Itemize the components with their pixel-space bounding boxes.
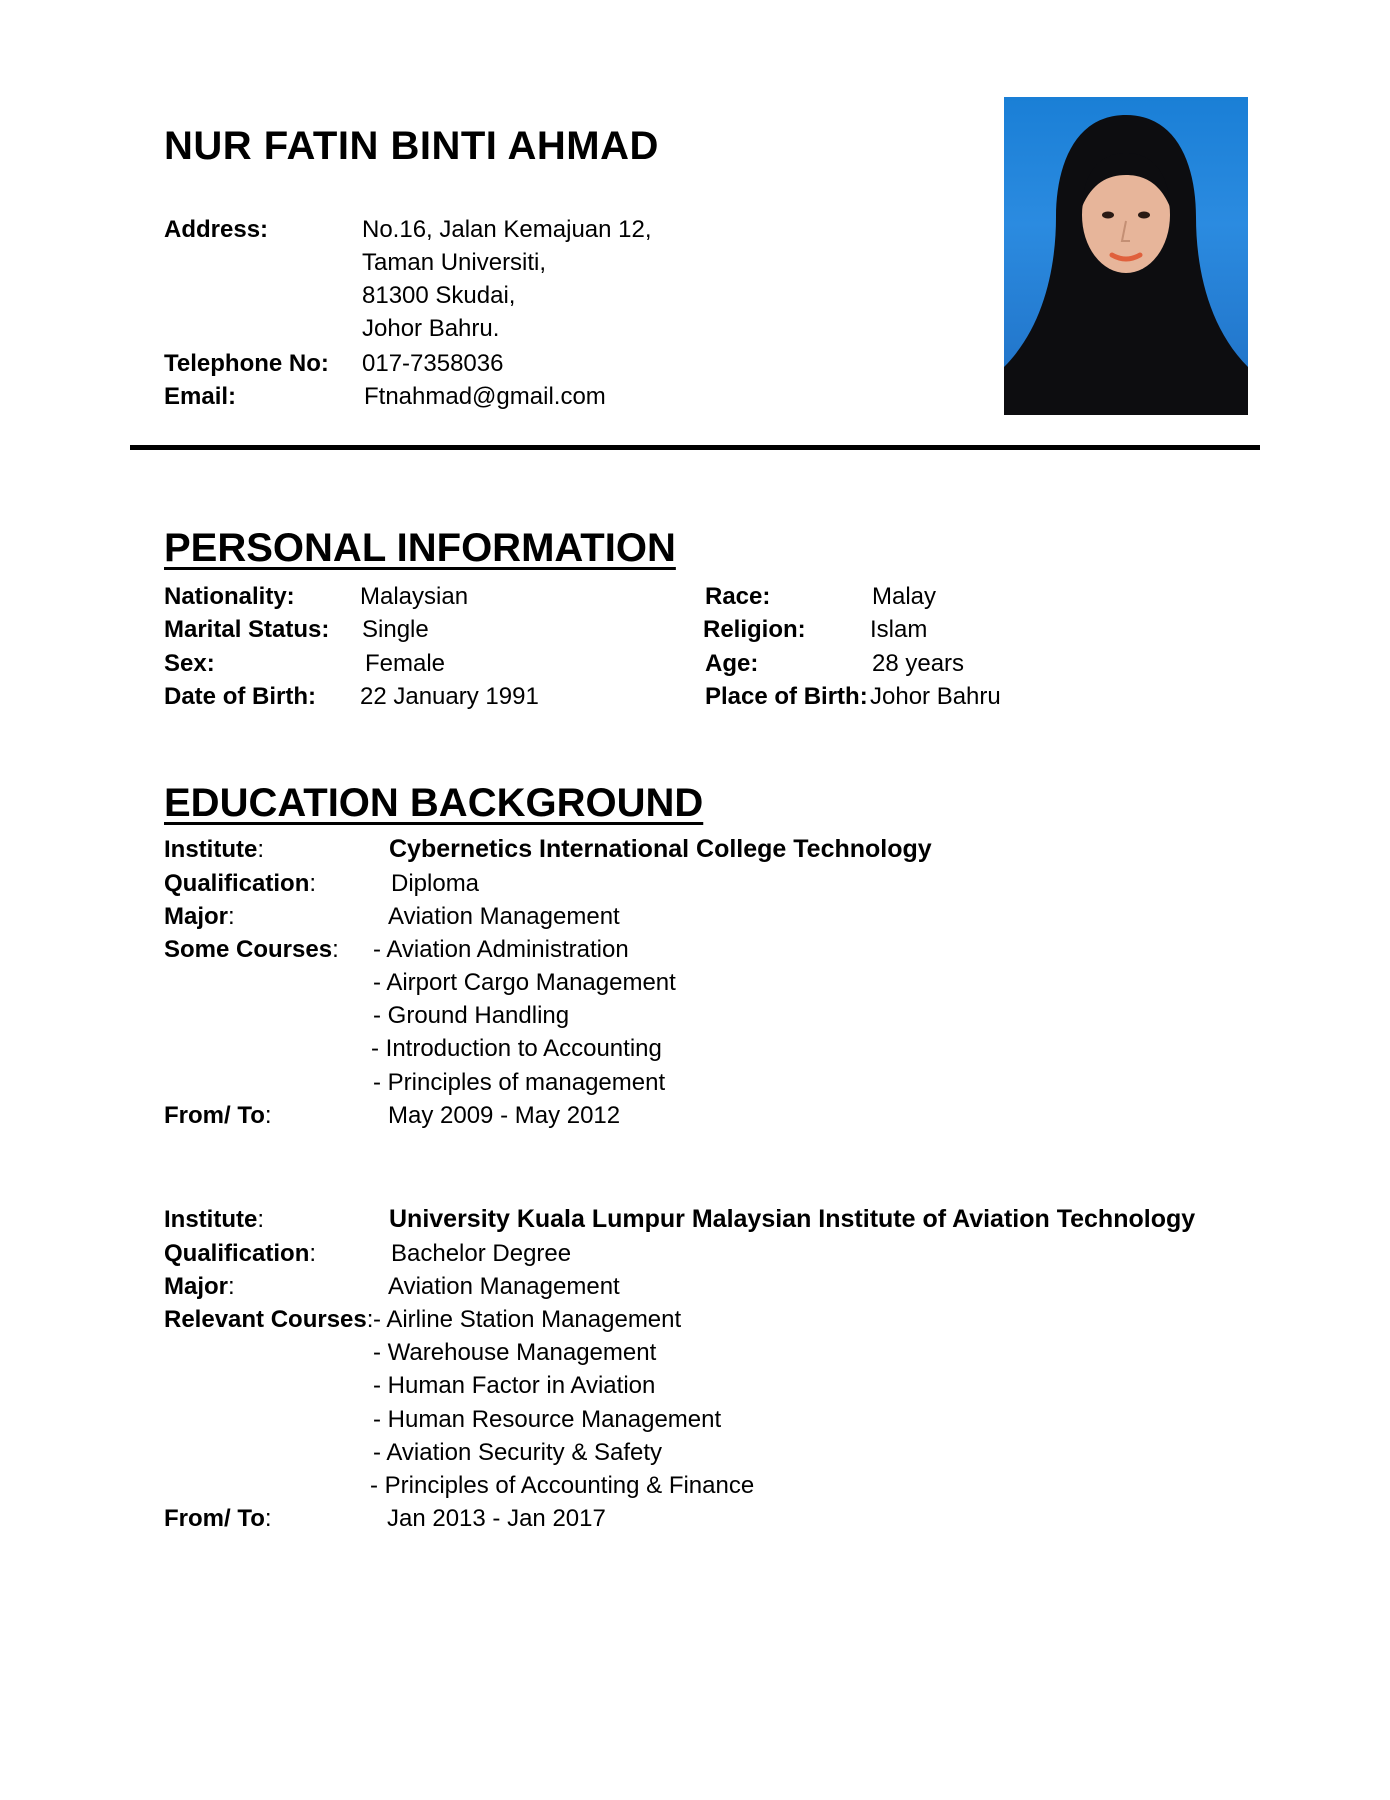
- course-item: - Aviation Security & Safety: [373, 1439, 663, 1466]
- institute-label: Institute:: [164, 836, 264, 863]
- portrait-image: [1004, 97, 1248, 415]
- institute-value: University Kuala Lumpur Malaysian Institute of Aviation Technology: [389, 1205, 1196, 1233]
- profile-photo: [1004, 97, 1248, 415]
- race-value: Malay: [872, 583, 937, 610]
- course-item: - Introduction to Accounting: [371, 1035, 662, 1062]
- education-title: EDUCATION BACKGROUND: [164, 781, 704, 825]
- age-label: Age:: [705, 650, 759, 677]
- institute-label: Institute:: [164, 1206, 264, 1233]
- email-label: Email:: [164, 383, 237, 410]
- address-line: 81300 Skudai,: [362, 282, 516, 309]
- major-label: Major:: [164, 1273, 235, 1300]
- address-line: Taman Universiti,: [362, 249, 547, 276]
- marital-status-value: Single: [362, 616, 429, 643]
- course-item: - Human Factor in Aviation: [373, 1372, 656, 1399]
- course-item: - Principles of management: [373, 1069, 666, 1096]
- course-item: - Warehouse Management: [373, 1339, 657, 1366]
- course-item: - Aviation Administration: [373, 936, 629, 963]
- major-label: Major:: [164, 903, 235, 930]
- courses-label: Relevant Courses:: [164, 1306, 374, 1333]
- course-item: - Ground Handling: [373, 1002, 570, 1029]
- course-item: - Airline Station Management: [373, 1306, 682, 1333]
- from-to-value: May 2009 - May 2012: [388, 1102, 621, 1129]
- dob-value: 22 January 1991: [360, 683, 539, 710]
- sex-label: Sex:: [164, 650, 215, 677]
- place-of-birth-label: Place of Birth:: [705, 683, 868, 710]
- sex-value: Female: [365, 650, 446, 677]
- race-label: Race:: [705, 583, 771, 610]
- qualification-label: Qualification:: [164, 1240, 317, 1267]
- personal-info-title: PERSONAL INFORMATION: [164, 526, 676, 570]
- telephone-label: Telephone No:: [164, 350, 329, 377]
- address-line: No.16, Jalan Kemajuan 12,: [362, 216, 652, 243]
- nationality-label: Nationality:: [164, 583, 295, 610]
- place-of-birth-value: Johor Bahru: [870, 683, 1001, 710]
- course-item: - Airport Cargo Management: [373, 969, 676, 996]
- header-divider: [130, 445, 1260, 450]
- major-value: Aviation Management: [388, 903, 620, 930]
- from-to-label: From/ To:: [164, 1102, 272, 1129]
- qualification-label: Qualification:: [164, 870, 317, 897]
- major-value: Aviation Management: [388, 1273, 620, 1300]
- course-item: - Human Resource Management: [373, 1406, 722, 1433]
- telephone-value: 017-7358036: [362, 350, 504, 377]
- applicant-name: NUR FATIN BINTI AHMAD: [164, 124, 659, 168]
- institute-value: Cybernetics International College Technology: [389, 835, 932, 863]
- qualification-value: Bachelor Degree: [391, 1240, 572, 1267]
- from-to-label: From/ To:: [164, 1505, 272, 1532]
- from-to-value: Jan 2013 - Jan 2017: [387, 1505, 606, 1532]
- email-value: Ftnahmad@gmail.com: [364, 383, 606, 410]
- age-value: 28 years: [872, 650, 965, 677]
- qualification-value: Diploma: [391, 870, 480, 897]
- address-label: Address:: [164, 216, 269, 243]
- address-line: Johor Bahru.: [362, 315, 500, 342]
- dob-label: Date of Birth:: [164, 683, 316, 710]
- religion-value: Islam: [870, 616, 928, 643]
- courses-label: Some Courses:: [164, 936, 339, 963]
- nationality-value: Malaysian: [360, 583, 469, 610]
- marital-status-label: Marital Status:: [164, 616, 330, 643]
- religion-label: Religion:: [703, 616, 806, 643]
- course-item: - Principles of Accounting & Finance: [370, 1472, 755, 1499]
